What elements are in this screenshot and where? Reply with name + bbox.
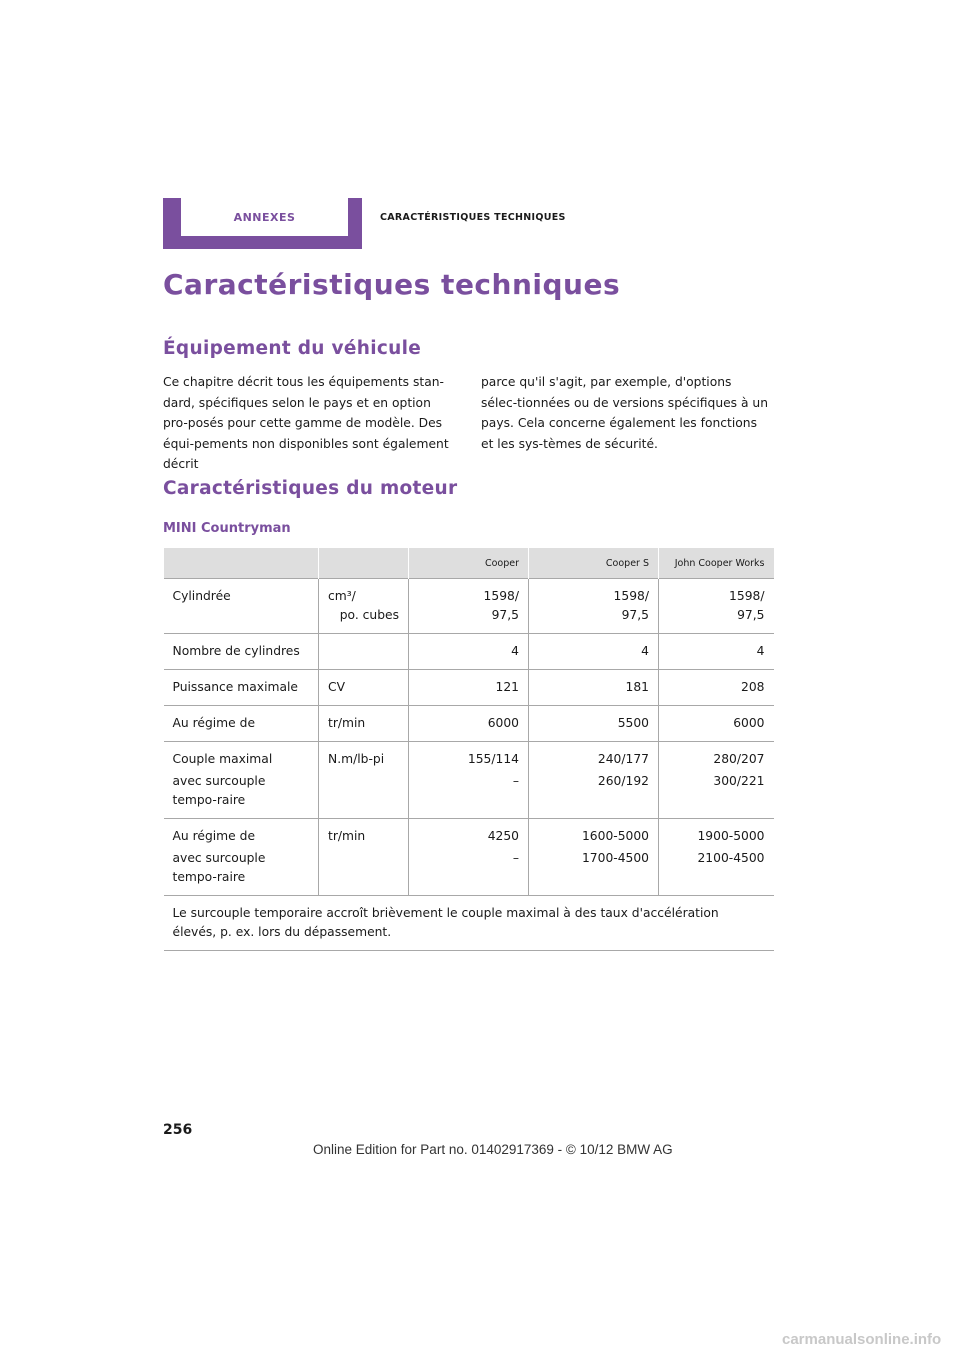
row-unit (319, 634, 409, 670)
row-label (164, 742, 319, 819)
section-heading-moteur: Caractéristiques du moteur (163, 478, 458, 499)
table-row (164, 706, 774, 742)
value-cell (529, 742, 659, 819)
footer-edition: Online Edition for Part no. 01402917369 - © 10/12 BMW AG (313, 1142, 673, 1157)
value-line: 1598/ (729, 589, 765, 603)
value-cell: 4 (529, 634, 659, 670)
row-label: Au régime de (164, 706, 319, 742)
page-number: 256 (163, 1122, 193, 1138)
value-line: 300/221 (713, 774, 765, 788)
value-cell (659, 742, 774, 819)
value-cell: 181 (529, 670, 659, 706)
row-label: Puissance maximale (164, 670, 319, 706)
value-cell (409, 742, 529, 819)
row-unit: tr/min (319, 706, 409, 742)
table-note-row (164, 896, 774, 951)
value-cell (409, 819, 529, 896)
row-unit: CV (319, 670, 409, 706)
value-line: 97,5 (737, 608, 765, 622)
row-unit (319, 579, 409, 634)
value-cell (659, 579, 774, 634)
table-header-cell (319, 548, 409, 579)
value-line: – (512, 774, 519, 788)
value-cell: 4 (659, 634, 774, 670)
value-line: 1900-5000 (697, 829, 765, 843)
value-cell (529, 579, 659, 634)
table-header-row (164, 548, 774, 579)
table-row (164, 742, 774, 819)
engine-spec-table (163, 548, 774, 951)
table-row (164, 670, 774, 706)
label-line: Au régime de (172, 829, 256, 843)
table-row (164, 579, 774, 634)
row-unit: tr/min (319, 819, 409, 896)
table-header-cell: Cooper (409, 548, 529, 579)
table-header-cell: Cooper S (529, 548, 659, 579)
table-note: Le surcouple temporaire accroît brièvement le couple maximal à des taux d'accélération élevés, p. ex. lors du dépassement. (164, 896, 774, 951)
row-label (164, 819, 319, 896)
value-line: 97,5 (621, 608, 649, 622)
label-subline: avec surcouple tempo-raire (172, 774, 266, 807)
value-cell (409, 579, 529, 634)
running-header: CARACTÉRISTIQUES TECHNIQUES (380, 212, 566, 223)
value-cell: 6000 (409, 706, 529, 742)
value-line: 240/177 (597, 752, 649, 766)
row-unit: N.m/lb-pi (319, 742, 409, 819)
row-label: Nombre de cylindres (164, 634, 319, 670)
row-label: Cylindrée (164, 579, 319, 634)
body-text-column-2: parce qu'il s'agit, par exemple, d'options sélec-tionnées ou de versions spécifiques à un pays. Cela concerne également les fonctions et les sys-tèmes de sécurité. (481, 375, 769, 451)
subheading-model: MINI Countryman (163, 521, 291, 536)
section-tab-label: ANNEXES (233, 210, 296, 224)
value-cell: 4 (409, 634, 529, 670)
section-heading-equipement: Équipement du véhicule (163, 338, 422, 359)
value-line: 155/114 (467, 752, 519, 766)
section-tab (181, 198, 348, 236)
page-title: Caractéristiques techniques (163, 268, 621, 301)
table-row (164, 634, 774, 670)
value-line: 1598/ (613, 589, 649, 603)
value-line: – (512, 851, 519, 865)
value-cell: 208 (659, 670, 774, 706)
unit-line: cm³/ (328, 589, 356, 603)
value-line: 1600-5000 (581, 829, 649, 843)
body-text-column-1: Ce chapitre décrit tous les équipements stan-dard, spécifiques selon le pays et en option pro-posés pour cette gamme de modèle. Des équi-pements non disponibles sont également décrit (163, 375, 449, 471)
value-cell (659, 819, 774, 896)
table-row (164, 819, 774, 896)
value-cell: 5500 (529, 706, 659, 742)
value-line: 260/192 (597, 774, 649, 788)
value-line: 97,5 (491, 608, 519, 622)
unit-line: po. cubes (339, 608, 399, 622)
value-line: 1598/ (483, 589, 519, 603)
value-cell: 6000 (659, 706, 774, 742)
watermark: carmanualsonline.info (782, 1331, 942, 1348)
value-cell: 121 (409, 670, 529, 706)
value-line: 280/207 (713, 752, 765, 766)
value-line: 1700-4500 (581, 851, 649, 865)
label-subline: avec surcouple tempo-raire (172, 851, 266, 884)
value-line: 2100-4500 (697, 851, 765, 865)
table-header-cell (164, 548, 319, 579)
table-header-cell: John Cooper Works (659, 548, 774, 579)
value-line: 4250 (487, 829, 519, 843)
value-cell (529, 819, 659, 896)
label-line: Couple maximal (172, 752, 273, 766)
